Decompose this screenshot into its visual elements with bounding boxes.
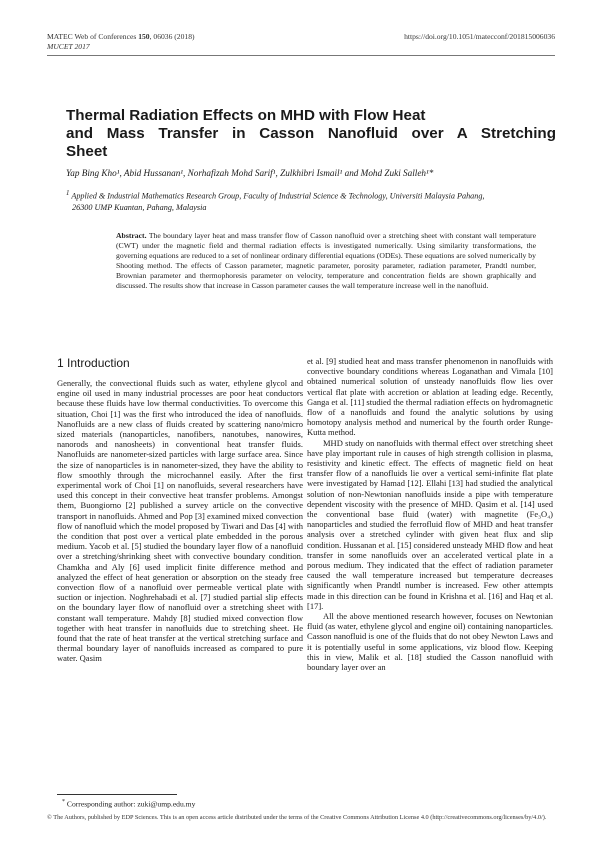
affiliation [66,188,566,213]
header-divider [47,55,555,56]
article-number: , 06036 (2018) [149,32,195,41]
affiliation-line-2: 26300 UMP Kuantan, Pahang, Malaysia [72,202,207,212]
body-column-left [57,356,303,664]
title-line-2: and Mass Transfer in Casson Nanofluid over A Stretching [66,125,556,142]
doi-link[interactable]: https://doi.org/10.1051/matecconf/201815006036 [404,32,555,41]
journal-volume: 150 [138,32,150,41]
footnote [62,797,195,810]
journal-name: MATEC Web of Conferences [47,32,137,41]
title-line-3: Sheet [66,143,108,160]
paragraph-1-continued: et al. [9] studied heat and mass transfer phenomenon in nanofluids with convective boundary conditions whereas Loganathan and Vimala [10] obtained numerical solution of unsteady nanofluids flow lies over vertical flat plate with accretion or ablation at leading edge. Recently, Ganga et al. [11] studied the thermal radiation effects on hydromagnetic flow of a nanofluids and found the analytic solutions by using homotopy analysis method and numerical by the fourth order Runge-Kutta method. [307,356,553,438]
affiliation-text-1: Applied & Industrial Mathematics Research Group, Faculty of Industrial Science & Technology, Universiti Malaysia Pahang, [71,191,485,201]
affiliation-marker: 1 [66,190,70,197]
footnote-divider [57,794,177,795]
journal-citation [47,32,195,42]
paragraph-1: Generally, the convectional fluids such as water, ethylene glycol and engine oil used in many industrial processes are poor heat conductors because these fluids have low thermal conductivities. To overcome this situation, Choi [1] was the first who introduced the idea of nanofluids. Nanofluids are a new class of fluids created by scattering nano/micro sized materials (nanoparticles, nanofibers, nanotubes, nanowires, nanorods and nanosheets) in conventional heat transfer fluids. Nanofluids are nanometer-sized particles with large surface area. Since the size of nanoparticles is in nanometer-sized, they have the ability to flow smoothly through the microchannel easily. After the first experimental work of Choi [1] on nanofluids, several researchers have used this concept in their convective heat transfer problems. Amongst them, Buongiorno [2] published a survey article on the convective transport in nanofluids. Ahmed and Pop [3] examined mixed convection flow of nanofluid which the model proposed by Tiwari and Das [4] with the condition that post over a vertical plate embedded in the porous medium. Yacob et al. [5] studied the boundary layer flow of a nanofluid over a stretching/shrinking sheet with convective boundary condition. Chamkha and Aly [6] used implicit finite difference method and analyzed the effect of heat generation or absorption on the steady free convection flow of a nanofluid over permeable vertical plate with suction or injection. Noghrehabadi et al. [7] studied partial slip effects on the boundary layer flow of nanofluid over a stretching sheet with constant wall temperature. Mahdy [8] studied mixed convection flow together with heat transfer in nanofluids due to stretching sheet. He found that the rate of heat transfer at the vertical stretching surface and thermal boundary layer of nanofluids increased as compared to pure water. Qasim [57,378,303,664]
paragraph-3: All the above mentioned research however, focuses on Newtonian fluid (as water, ethylene glycol and engine oil) containing nanoparticles. Casson nanofluid is one of the fluids that do not obey Newton Laws and it is potentially useful in some applications, viz blood flow. Keeping this in view, Malik et al. [18] studied the Casson nanofluid with boundary layer over an [307,611,553,673]
conference-name: MUCET 2017 [47,42,90,51]
footnote-marker: * [62,799,65,805]
affiliation-line-1 [66,188,566,202]
license-notice: © The Authors, published by EDP Sciences. This is an open access article distributed under the terms of the Creative Commons Attribution License 4.0 (http://creativecommons.org/licenses/by/4.0/). [47,814,547,821]
running-header-left [47,32,195,52]
abstract-label: Abstract. [116,231,147,240]
title-line-1: Thermal Radiation Effects on MHD with Flow Heat [66,107,426,124]
author-list: Yap Bing Kho¹, Abid Hussanan¹, Norhafizah Mohd Sarif¹, Zulkhibri Ismail¹ and Mohd Zuki Salleh¹* [66,168,434,178]
paper-title [66,107,556,161]
section-heading-introduction: 1 Introduction [57,356,130,370]
paragraph-2: MHD study on nanofluids with thermal effect over stretching sheet have play important rule in causes of high strength collision in plasma, resistivity and kinetic effect. The effects of magnetic field on heat transfer flow of a nanofluids lie over a vertical semi-infinite flat plate were investigated by Hamad [12]. Ellahi [13] had studied the analytical solution of non-Newtonian nanofluids inside a pipe with temperature dependent viscosity with the presence of MHD. Qasim et al. [14] used the conventional base fluid (water) with magnetite (Fe₃O₄) nanoparticles and studied the ferrofluid flow of MHD and heat transfer analysis over a stretched cylinder with given heat flux and slip condition. Hussanan et al. [15] considered unsteady MHD flow and heat transfer in some nanofluids over an accelerated vertical plate in a porous medium. They indicated that the effect of radiation parameter caused the wall temperature increased but temperature decreases significantly when Prandtl number is increased. Few other attempts made in this direction can be found in Krishna et al. [16] and Haq et al. [17]. [307,437,553,611]
abstract-text: The boundary layer heat and mass transfer flow of Casson nanofluid over a stretching sheet with constant wall temperature (CWT) under the magnetic field and thermal radiation effects is investigated numerically. Using similarity transformations, the governing equations are reduced to a set of nonlinear ordinary differential equations (ODEs). These equations are solved numerically by Shooting method. The effects of Casson parameter, magnetic parameter, porosity parameter, radiation parameter, Prandtl number, Brownian parameter and thermophoresis parameter on velocity, temperature and concentration fields are shown graphically and discussed. The results show that increase in Casson parameter causes the wall temperature increase well in the nanofluid. [116,231,536,291]
corresponding-author: Corresponding author: zuki@ump.edu.my [66,799,196,809]
body-column-right [307,356,553,672]
abstract [116,231,536,292]
